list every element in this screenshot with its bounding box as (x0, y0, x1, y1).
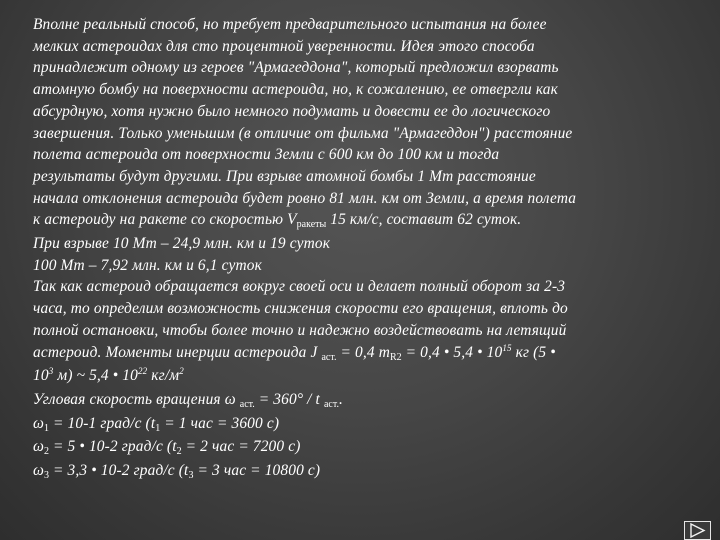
text-run: кг (5 • (511, 343, 556, 361)
text-run: полета астероида от поверхности Земли с 600 км до 100 км и тогда (33, 146, 500, 164)
text-run: абсурдную, хотя нужно было немного подумать и довести ее до логического (33, 102, 551, 120)
text-run: = 0,4 • 5,4 • 10 (401, 343, 503, 361)
text-run: = 3,3 • 10-2 град/с (t (49, 462, 189, 480)
text-run: полной остановки, чтобы более точно и надежно воздействовать на летящий (33, 321, 567, 339)
text-line (33, 14, 693, 36)
subscript: 3 (44, 470, 50, 482)
text-run: = 2 час = 7200 с) (181, 438, 301, 456)
text-run: результаты будут другими. При взрыве атомной бомбы 1 Мт расстояние (33, 167, 536, 185)
text-line (33, 413, 693, 437)
text-run: 100 Мт – 7,92 млн. км и 6,1 суток (33, 256, 262, 274)
subscript: 1 (44, 422, 50, 434)
text-line (33, 188, 693, 210)
text-run: м) ~ 5,4 • 10 (53, 367, 138, 385)
text-run: ω (33, 414, 45, 432)
slide-body-text (33, 14, 693, 484)
superscript: 3 (48, 366, 54, 377)
text-line (33, 57, 693, 79)
text-run: 15 км/с, составит 62 суток. (326, 211, 522, 229)
text-line (33, 460, 693, 484)
text-line (33, 101, 693, 123)
play-triangle-icon (685, 522, 710, 539)
text-run: = 360° / t (254, 390, 324, 408)
text-run: ω (33, 438, 45, 456)
superscript: 15 (502, 342, 512, 353)
text-run: часа, то определим возможность снижения скорости его вращения, вплоть до (33, 300, 568, 318)
text-line (33, 123, 693, 145)
text-line (33, 342, 693, 366)
subscript: R2 (389, 351, 402, 363)
next-slide-button[interactable] (684, 521, 711, 540)
text-run: Так как астероид обращается вокруг своей оси и делает полный оборот за 2-3 (33, 278, 566, 296)
subscript: 1 (155, 422, 161, 434)
text-line (33, 298, 693, 320)
text-line (33, 320, 693, 342)
subscript: 2 (176, 446, 182, 458)
text-run: . (338, 390, 343, 408)
text-line (33, 365, 693, 389)
text-run: При взрыве 10 Мт – 24,9 млн. км и 19 суток (33, 235, 331, 253)
subscript: аст. (239, 398, 255, 410)
text-line (33, 79, 693, 101)
superscript: 22 (138, 366, 148, 377)
text-run: = 0,4 m (336, 343, 390, 361)
text-run: астероид. Моменты инерции астероида J (33, 343, 322, 361)
text-line (33, 436, 693, 460)
text-line (33, 144, 693, 166)
text-run: атомную бомбу на поверхности астероида, но, к сожалению, ее отвергли как (33, 81, 558, 99)
text-run: = 10-1 град/с (t (49, 414, 156, 432)
text-run: 10 (33, 367, 49, 385)
text-run: к астероиду на ракете со скоростью V (33, 211, 297, 229)
text-run: завершения. Только уменьшим (в отличие от фильма "Армагеддон") расстояние (33, 124, 573, 142)
text-run: = 3 час = 10800 с) (193, 462, 321, 480)
text-line (33, 36, 693, 58)
text-run: мелких астероидах для сто процентной уверенности. Идея этого способа (33, 37, 535, 55)
subscript: 3 (188, 470, 194, 482)
subscript: ракеты (296, 219, 327, 231)
text-run: начала отклонения астероида будет ровно 81 млн. км от Земли, а время полета (33, 189, 577, 207)
text-run: = 5 • 10-2 град/с (t (49, 438, 177, 456)
text-run: ω (33, 462, 45, 480)
text-line (33, 233, 693, 255)
text-line (33, 276, 693, 298)
text-line (33, 166, 693, 188)
superscript: 2 (179, 366, 184, 377)
text-run: Вполне реальный способ, но требует предварительного испытания на более (33, 16, 547, 33)
subscript: аст. (323, 398, 339, 410)
text-line (33, 255, 693, 277)
text-run: кг/м (147, 367, 180, 385)
subscript: 2 (44, 446, 50, 458)
text-run: принадлежит одному из героев "Армагеддона", который предложил взорвать (33, 59, 559, 77)
text-run: = 1 час = 3600 с) (160, 414, 280, 432)
text-line (33, 389, 693, 413)
text-run: Угловая скорость вращения ω (33, 390, 240, 408)
text-line (33, 209, 693, 233)
subscript: аст. (321, 351, 337, 363)
